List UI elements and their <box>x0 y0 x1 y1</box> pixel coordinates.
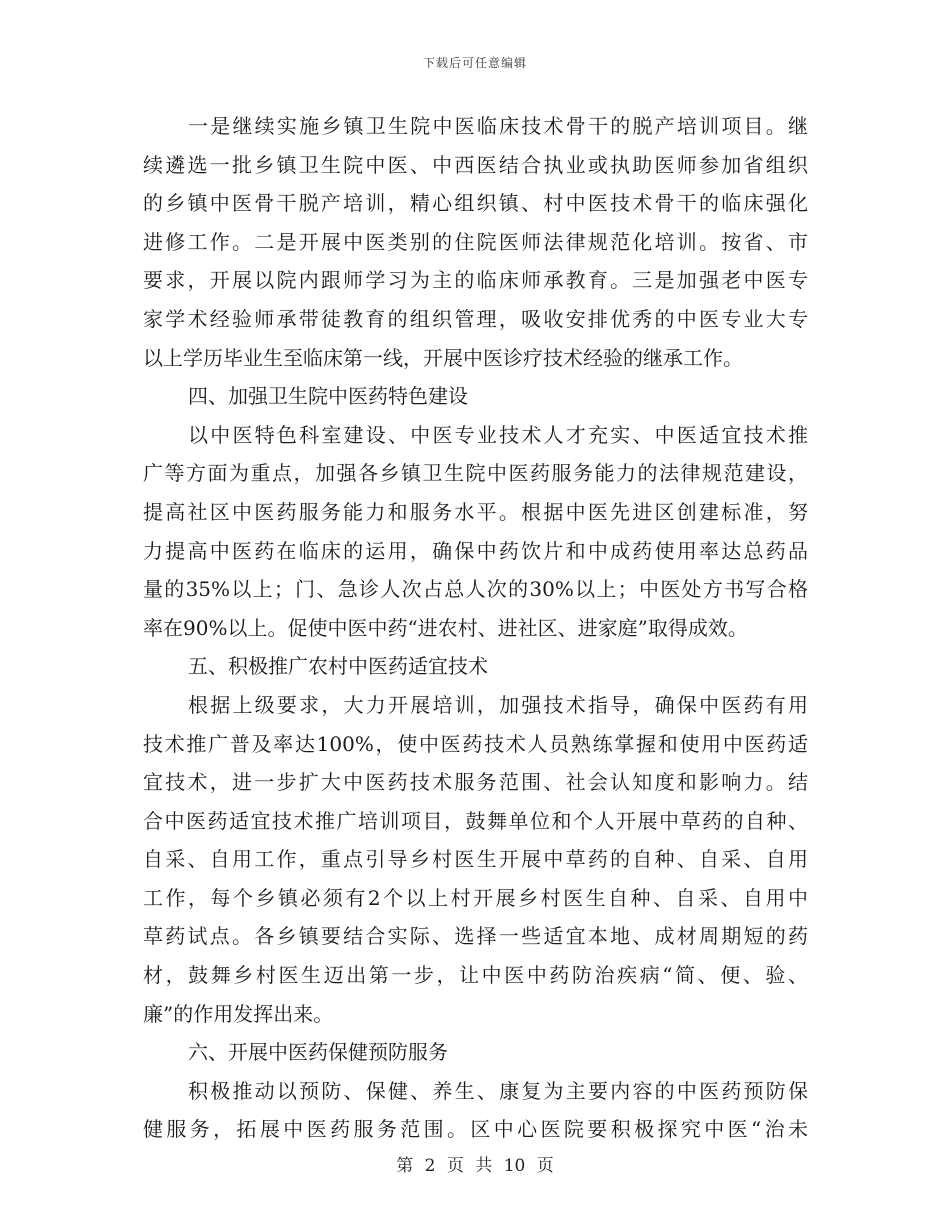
text-line: 四、加强卫生院中医药特色建设 <box>188 384 468 409</box>
text-line: 根据上级要求，大力开展培训，加强技术指导，确保中医药有用 <box>188 692 808 717</box>
text-line: 以中医特色科室建设、中医专业技术人才充实、中医适宜技术推 <box>188 422 808 447</box>
text-line: 一是继续实施乡镇卫生院中医临床技术骨干的脱产培训项目。继 <box>188 114 808 138</box>
text-line: 积极推动以预防、保健、养生、康复为主要内容的中医药预防保 <box>188 1078 808 1103</box>
text-line: 技术推广普及率达100%，使中医药技术人员熟练掌握和使用中医药适 <box>143 731 808 756</box>
text-line: 进修工作。二是开展中医类别的住院医师法律规范化培训。按省、市 <box>143 229 808 254</box>
text-line: 力提高中医药在临床的运用，确保中药饮片和中成药使用率达总药品 <box>143 538 808 563</box>
text-line: 材，鼓舞乡村医生迈出第一步，让中医中药防治疾病“简、便、验、 <box>143 963 808 988</box>
text-line: 以上学历毕业生至临床第一线，开展中医诊疗技术经验的继承工作。 <box>143 345 743 370</box>
text-line: 要求，开展以院内跟师学习为主的临床师承教育。三是加强老中医专 <box>143 268 808 293</box>
text-line: 工作，每个乡镇必须有2个以上村开展乡村医生自种、自采、自用中 <box>143 885 808 910</box>
text-line: 家学术经验师承带徒教育的组织管理，吸收安排优秀的中医专业大专 <box>143 306 808 331</box>
text-line: 量的35%以上；门、急诊人次占总人次的30%以上；中医处方书写合格 <box>143 577 808 602</box>
text-line: 宜技术，进一步扩大中医药技术服务范围、社会认知度和影响力。结 <box>143 770 808 795</box>
text-line: 提高社区中医药服务能力和服务水平。根据中医先进区创建标准，努 <box>143 499 808 524</box>
page-header-note: 下载后可任意编辑 <box>422 56 527 70</box>
text-line: 健服务，拓展中医药服务范围。区中心医院要积极探究中医“治未 <box>143 1117 808 1142</box>
text-line: 续遴选一批乡镇卫生院中医、中西医结合执业或执助医师参加省组织 <box>143 152 808 177</box>
text-line: 廉”的作用发挥出来。 <box>143 1001 334 1026</box>
text-line: 草药试点。各乡镇要结合实际、选择一些适宜本地、成材周期短的药 <box>143 924 808 949</box>
document-body <box>143 107 808 1149</box>
text-line: 五、积极推广农村中医药适宜技术 <box>188 654 488 679</box>
text-line: 六、开展中医药保健预防服务 <box>188 1040 448 1065</box>
text-line: 自采、自用工作，重点引导乡村医生开展中草药的自种、自采、自用 <box>143 847 808 872</box>
page-number-footer: 第 2 页 共 10 页 <box>396 1156 554 1176</box>
text-line: 的乡镇中医骨干脱产培训，精心组织镇、村中医技术骨干的临床强化 <box>143 191 808 216</box>
text-line: 合中医药适宜技术推广培训项目，鼓舞单位和个人开展中草药的自种、 <box>143 808 808 833</box>
text-line: 广等方面为重点，加强各乡镇卫生院中医药服务能力的法律规范建设， <box>143 461 808 486</box>
text-line: 率在90%以上。促使中医中药“进农村、进社区、进家庭”取得成效。 <box>143 615 748 640</box>
